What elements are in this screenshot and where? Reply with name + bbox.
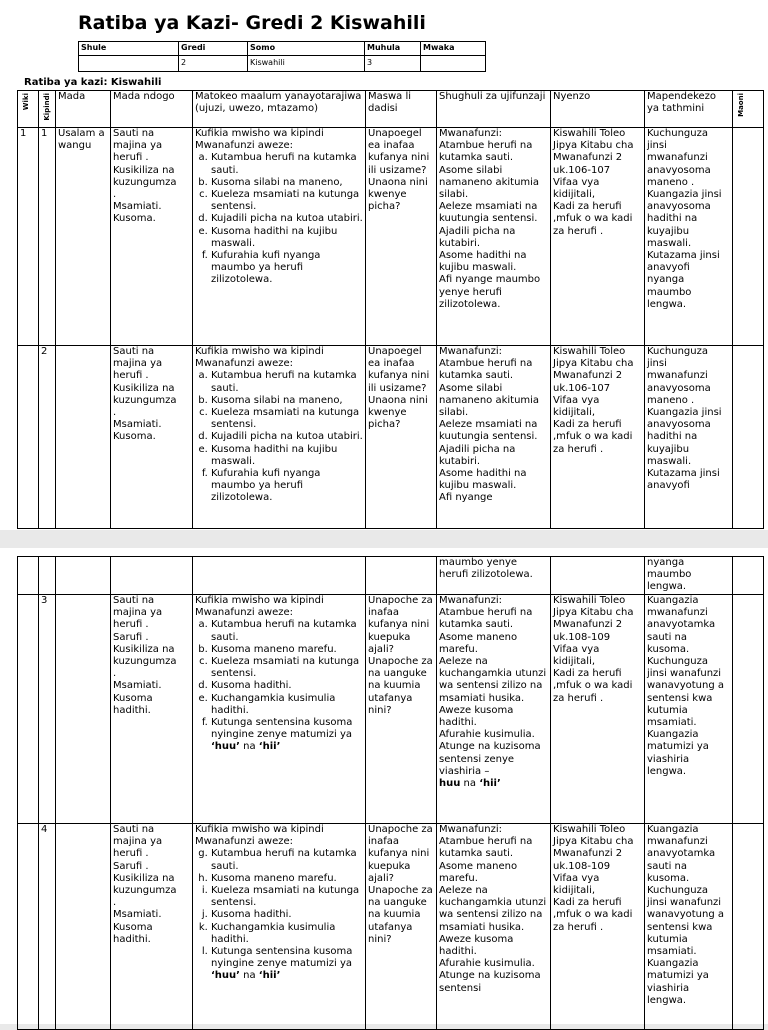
list-item: b. Kusoma silabi na maneno,	[211, 177, 363, 189]
cell-maswali: Unapoche za inafaa kufanya nini kuepuka ajali? Unapoche za na uanguke na kuumia utafanya nini?	[366, 824, 437, 1030]
cell-maswali: Unapoche za inafaa kufanya nini kuepuka ajali? Unapoche za na uanguke na kuumia utafanya nini?	[366, 595, 437, 824]
cell-maoni	[733, 346, 764, 529]
list-item: d. Kujadili picha na kutoa utabiri.	[211, 431, 363, 443]
matokeo-list	[195, 848, 363, 982]
list-item: c. Kueleza msamiati na kutunga sentensi.	[211, 189, 363, 213]
cell-mapendekezo: Kuangazia mwanafunzi anavyotamka sauti na kusoma. Kuchunguza jinsi wanafunzi wanavyotung a sentensi kwa kutumia msamiati. Kuangazia matumizi ya viashiria lengwa.	[645, 824, 733, 1030]
cell-maswali: Unapoegel ea inafaa kufanya nini ili usizame? Unaona nini kwenye picha?	[366, 128, 437, 346]
cell-matokeo	[193, 557, 366, 595]
header-mada: Mada	[56, 91, 111, 128]
cell-mada: Usalam a wangu	[56, 128, 111, 346]
cell-mada	[56, 595, 111, 824]
cell-shughuli: Mwanafunzi: Atambue herufi na kutamka sauti. Asome silabi namaneno akitumia silabi. Aeleze msamiati na kuutungia sentensi. Ajadili picha na kutabiri. Asome hadithi na kujibu maswali. Afi nyange	[437, 346, 551, 529]
list-item: a. Kutambua herufi na kutamka sauti.	[211, 370, 363, 394]
meta-value-mwaka	[421, 56, 486, 72]
schedule-table-page-1	[17, 90, 764, 529]
cell-kipindi: 3	[39, 595, 56, 824]
cell-nyenzo: Kiswahili Toleo Jipya Kitabu cha Mwanafunzi 2 uk.108-109 Vifaa vya kidijitali, Kadi za herufi ,mfuk o wa kadi za herufi .	[551, 595, 645, 824]
list-item: e. Kuchangamkia kusimulia hadithi.	[211, 693, 363, 717]
cell-mada-ndogo: Sauti na majina ya herufi . Sarufi . Kusikiliza na kuzungumza . Msamiati. Kusoma hadithi.	[111, 595, 193, 824]
header-matokeo: Matokeo maalum yanayotarajiwa (ujuzi, uwezo, mtazamo)	[193, 91, 366, 128]
schedule-subtitle: Ratiba ya kazi: Kiswahili	[24, 77, 162, 88]
header-nyenzo: Nyenzo	[551, 91, 645, 128]
header-shughuli: Shughuli za ujifunzaji	[437, 91, 551, 128]
meta-header-row	[79, 42, 486, 56]
list-item: e. Kusoma hadithi na kujibu maswali.	[211, 226, 363, 250]
page-2	[0, 548, 768, 1024]
matokeo-intro: Kufikia mwisho wa kipindi Mwanafunzi aweze:	[195, 824, 324, 848]
header-mada-ndogo: Mada ndogo	[111, 91, 193, 128]
cell-mapendekezo: Kuchunguza jinsi mwanafunzi anavyosoma maneno . Kuangazia jinsi anavyosoma hadithi na kuyajibu maswali. Kutazama jinsi anavyofi nyanga maumbo lengwa.	[645, 128, 733, 346]
list-item: e. Kusoma hadithi na kujibu maswali.	[211, 444, 363, 468]
cell-mada-ndogo: Sauti na majina ya herufi . Kusikiliza na kuzungumza . Msamiati. Kusoma.	[111, 128, 193, 346]
header-kipindi: Kipindi	[39, 91, 56, 128]
cell-mapendekezo: Kuchunguza jinsi mwanafunzi anavyosoma maneno . Kuangazia jinsi anavyosoma hadithi na kuyajibu maswali. Kutazama jinsi anavyofi	[645, 346, 733, 529]
cell-mada-ndogo: Sauti na majina ya herufi . Kusikiliza na kuzungumza . Msamiati. Kusoma.	[111, 346, 193, 529]
table-row-continuation	[18, 557, 764, 595]
meta-header-gredi: Gredi	[179, 42, 248, 56]
list-item: a. Kutambua herufi na kutamka sauti.	[211, 152, 363, 176]
cell-maswali	[366, 557, 437, 595]
header-maoni: Maoni	[733, 91, 764, 128]
cell-wiki	[18, 346, 39, 529]
list-item: c. Kueleza msamiati na kutunga sentensi.	[211, 407, 363, 431]
list-item: a. Kutambua herufi na kutamka sauti.	[211, 619, 363, 643]
cell-maoni	[733, 824, 764, 1030]
meta-header-shule: Shule	[79, 42, 179, 56]
cell-shughuli: Mwanafunzi: Atambue herufi na kutamka sauti. Asome maneno marefu. Aeleze na kuchangamkia utunzi wa sentensi zilizo na msamiati husika. Aweze kusoma hadithi. Afurahie kusimulia. Atunge na kuzisoma sentensi zenye viashiria – huu na ‘hii’	[437, 595, 551, 824]
table-row	[18, 346, 764, 529]
matokeo-list	[195, 619, 363, 753]
list-item: f. Kufurahia kufi nyanga maumbo ya herufi zilizotolewa.	[211, 468, 363, 505]
list-item: l. Kutunga sentensina kusoma nyingine zenye matumizi ya ‘huu’ na ‘hii’	[211, 946, 363, 983]
cell-mapendekezo: nyanga maumbo lengwa.	[645, 557, 733, 595]
cell-shughuli: maumbo yenye herufi zilizotolewa.	[437, 557, 551, 595]
matokeo-list	[195, 152, 363, 286]
meta-header-muhula: Muhula	[365, 42, 421, 56]
cell-mada-ndogo: Sauti na majina ya herufi . Sarufi . Kusikiliza na kuzungumza . Msamiati. Kusoma hadithi.	[111, 824, 193, 1030]
cell-mada-ndogo	[111, 557, 193, 595]
cell-mada	[56, 557, 111, 595]
list-item: j. Kusoma hadithi.	[211, 909, 363, 921]
cell-kipindi: 1	[39, 128, 56, 346]
cell-matokeo	[193, 128, 366, 346]
matokeo-list	[195, 370, 363, 504]
list-item: g. Kutambua herufi na kutamka sauti.	[211, 848, 363, 872]
list-item: f. Kufurahia kufi nyanga maumbo ya herufi zilizotolewa.	[211, 250, 363, 287]
cell-nyenzo	[551, 557, 645, 595]
cell-shughuli: Mwanafunzi: Atambue herufi na kutamka sauti. Asome maneno marefu. Aeleze na kuchangamkia utunzi wa sentensi zilizo na msamiati husika. Aweze kusoma hadithi. Afurahie kusimulia. Atunge na kuzisoma sentensi	[437, 824, 551, 1030]
list-item: k. Kuchangamkia kusimulia hadithi.	[211, 922, 363, 946]
cell-kipindi: 4	[39, 824, 56, 1030]
cell-matokeo	[193, 824, 366, 1030]
list-item: b. Kusoma silabi na maneno,	[211, 395, 363, 407]
meta-value-shule	[79, 56, 179, 72]
document-title: Ratiba ya Kazi- Gredi 2 Kiswahili	[78, 12, 426, 34]
list-item: d. Kusoma hadithi.	[211, 680, 363, 692]
table-row	[18, 128, 764, 346]
cell-wiki	[18, 557, 39, 595]
header-wiki: Wiki	[18, 91, 39, 128]
meta-value-muhula: 3	[365, 56, 421, 72]
cell-nyenzo: Kiswahili Toleo Jipya Kitabu cha Mwanafunzi 2 uk.106-107 Vifaa vya kidijitali, Kadi za herufi ,mfuk o wa kadi za herufi .	[551, 346, 645, 529]
list-item: b. Kusoma maneno marefu.	[211, 644, 363, 656]
list-item: d. Kujadili picha na kutoa utabiri.	[211, 213, 363, 225]
header-row	[18, 91, 764, 128]
list-item: h. Kusoma maneno marefu.	[211, 873, 363, 885]
list-item: i. Kueleza msamiati na kutunga sentensi.	[211, 885, 363, 909]
cell-matokeo	[193, 346, 366, 529]
matokeo-intro: Kufikia mwisho wa kipindi Mwanafunzi aweze:	[195, 595, 324, 619]
cell-matokeo	[193, 595, 366, 824]
header-mapendekezo: Mapendekezo ya tathmini	[645, 91, 733, 128]
list-item: c. Kueleza msamiati na kutunga sentensi.	[211, 656, 363, 680]
cell-wiki	[18, 595, 39, 824]
cell-nyenzo: Kiswahili Toleo Jipya Kitabu cha Mwanafunzi 2 uk.108-109 Vifaa vya kidijitali, Kadi za herufi ,mfuk o wa kadi za herufi .	[551, 824, 645, 1030]
table-row	[18, 595, 764, 824]
cell-kipindi	[39, 557, 56, 595]
header-maswali: Maswa li dadisi	[366, 91, 437, 128]
matokeo-intro: Kufikia mwisho wa kipindi Mwanafunzi aweze:	[195, 128, 324, 152]
meta-value-somo: Kiswahili	[248, 56, 365, 72]
cell-mada	[56, 346, 111, 529]
meta-header-somo: Somo	[248, 42, 365, 56]
cell-maoni	[733, 557, 764, 595]
schedule-table-page-2	[17, 556, 764, 1030]
matokeo-intro: Kufikia mwisho wa kipindi Mwanafunzi aweze:	[195, 346, 324, 370]
cell-maswali: Unapoegel ea inafaa kufanya nini ili usizame? Unaona nini kwenye picha?	[366, 346, 437, 529]
cell-shughuli: Mwanafunzi: Atambue herufi na kutamka sauti. Asome silabi namaneno akitumia silabi. Aeleze msamiati na kuutungia sentensi. Ajadili picha na kutabiri. Asome hadithi na kujibu maswali. Afi nyange maumbo yenye herufi zilizotolewa.	[437, 128, 551, 346]
meta-value-gredi: 2	[179, 56, 248, 72]
meta-table	[78, 41, 486, 72]
cell-nyenzo: Kiswahili Toleo Jipya Kitabu cha Mwanafunzi 2 uk.106-107 Vifaa vya kidijitali, Kadi za herufi ,mfuk o wa kadi za herufi .	[551, 128, 645, 346]
meta-value-row	[79, 56, 486, 72]
cell-mada	[56, 824, 111, 1030]
cell-wiki	[18, 824, 39, 1030]
cell-maoni	[733, 128, 764, 346]
cell-mapendekezo: Kuangazia mwanafunzi anavyotamka sauti na kusoma. Kuchunguza jinsi wanafunzi wanavyotung a sentensi kwa kutumia msamiati. Kuangazia matumizi ya viashiria lengwa.	[645, 595, 733, 824]
cell-wiki: 1	[18, 128, 39, 346]
cell-kipindi: 2	[39, 346, 56, 529]
meta-header-mwaka: Mwaka	[421, 42, 486, 56]
cell-maoni	[733, 595, 764, 824]
table-row	[18, 824, 764, 1030]
list-item: f. Kutunga sentensina kusoma nyingine zenye matumizi ya ‘huu’ na ‘hii’	[211, 717, 363, 754]
